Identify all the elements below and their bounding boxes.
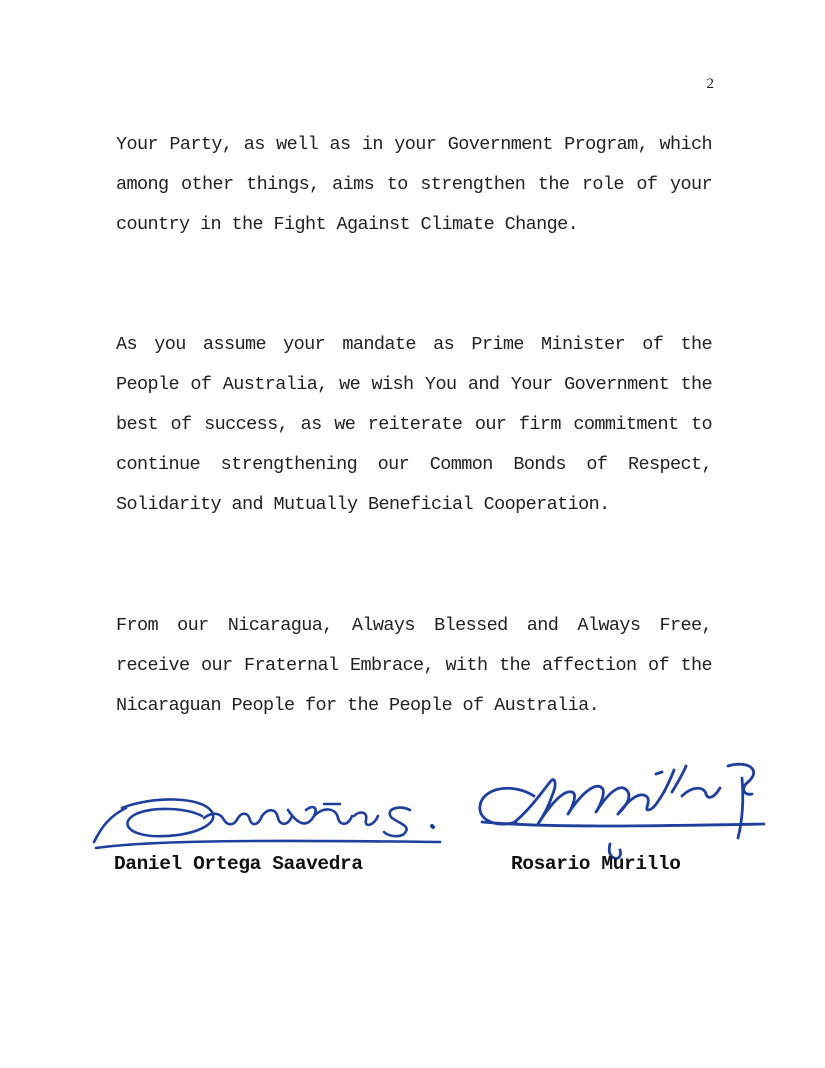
signer-name-murillo: Rosario Murillo — [511, 853, 681, 875]
body-paragraph-1: Your Party, as well as in your Government Program, which among other things, aims to strengthen the role of your country in the Fight Against Climate Change. — [116, 134, 712, 235]
signature-ortega — [92, 786, 442, 856]
body-paragraph-2: As you assume your mandate as Prime Minister of the People of Australia, we wish You and Your Government the best of success, as we reiterate our firm commitment to continue strengthening our Common Bonds of Respect, Solidarity and Mutually Beneficial Cooperation. — [116, 334, 712, 515]
body-paragraph-3: From our Nicaragua, Always Blessed and Always Free, receive our Fraternal Embrace, with the affection of the Nicaraguan People for the People of Australia. — [116, 615, 712, 716]
page-number: 2 — [706, 76, 714, 92]
signer-name-ortega: Daniel Ortega Saavedra — [114, 853, 363, 875]
